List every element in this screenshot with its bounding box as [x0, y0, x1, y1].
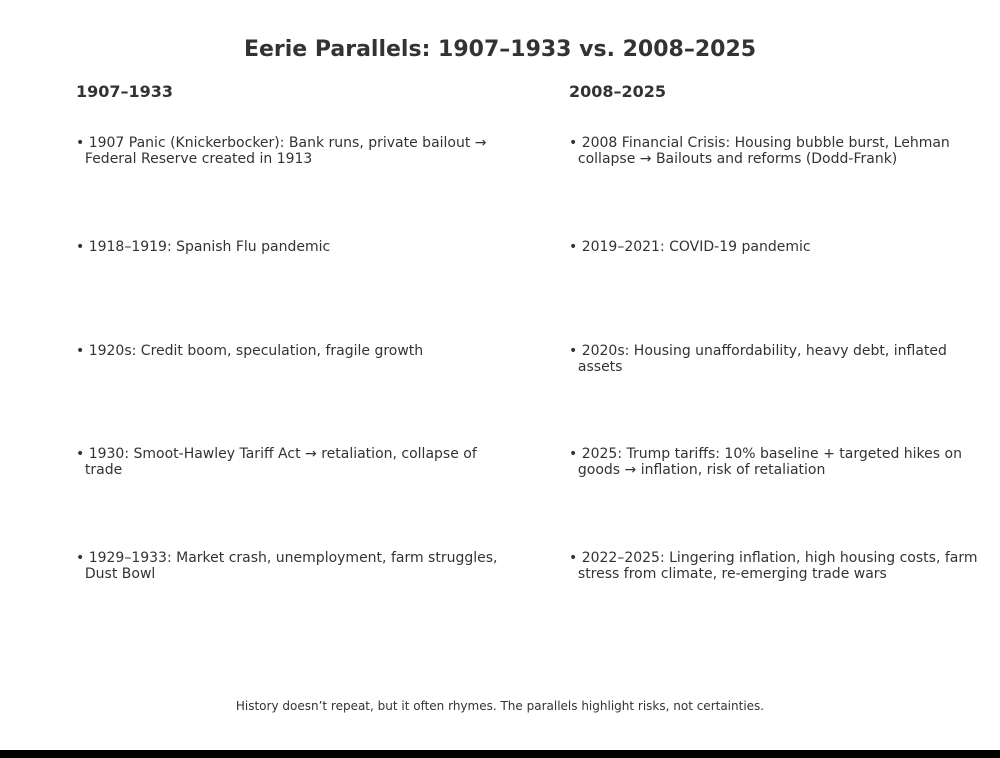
right-column-heading: 2008–2025: [569, 82, 667, 101]
left-item-market-crash: • 1929–1933: Market crash, unemployment, farm struggles, Dust Bowl: [76, 550, 498, 582]
right-item-covid: • 2019–2021: COVID-19 pandemic: [569, 239, 811, 255]
bottom-bar: [0, 750, 1000, 758]
right-item-2022-2025-inflation: • 2022–2025: Lingering inflation, high housing costs, farm stress from climate, re-emerging trade wars: [569, 550, 978, 582]
page-title: Eerie Parallels: 1907–1933 vs. 2008–2025: [243, 37, 757, 62]
left-column-heading: 1907–1933: [76, 82, 174, 101]
right-item-2008-crisis: • 2008 Financial Crisis: Housing bubble burst, Lehman collapse → Bailouts and reforms (Dodd-Frank): [569, 135, 950, 167]
left-item-1920s-credit-boom: • 1920s: Credit boom, speculation, fragile growth: [76, 343, 424, 359]
left-item-1907-panic: • 1907 Panic (Knickerbocker): Bank runs, private bailout → Federal Reserve created in 1913: [76, 135, 487, 167]
left-item-spanish-flu: • 1918–1919: Spanish Flu pandemic: [76, 239, 331, 255]
left-item-smoot-hawley: • 1930: Smoot-Hawley Tariff Act → retaliation, collapse of trade: [76, 446, 477, 478]
right-item-2020s-housing: • 2020s: Housing unaffordability, heavy debt, inflated assets: [569, 343, 947, 375]
right-item-2025-tariffs: • 2025: Trump tariffs: 10% baseline + targeted hikes on goods → inflation, risk of retaliation: [569, 446, 962, 478]
footer-note: History doesn’t repeat, but it often rhymes. The parallels highlight risks, not certainties.: [235, 699, 765, 713]
